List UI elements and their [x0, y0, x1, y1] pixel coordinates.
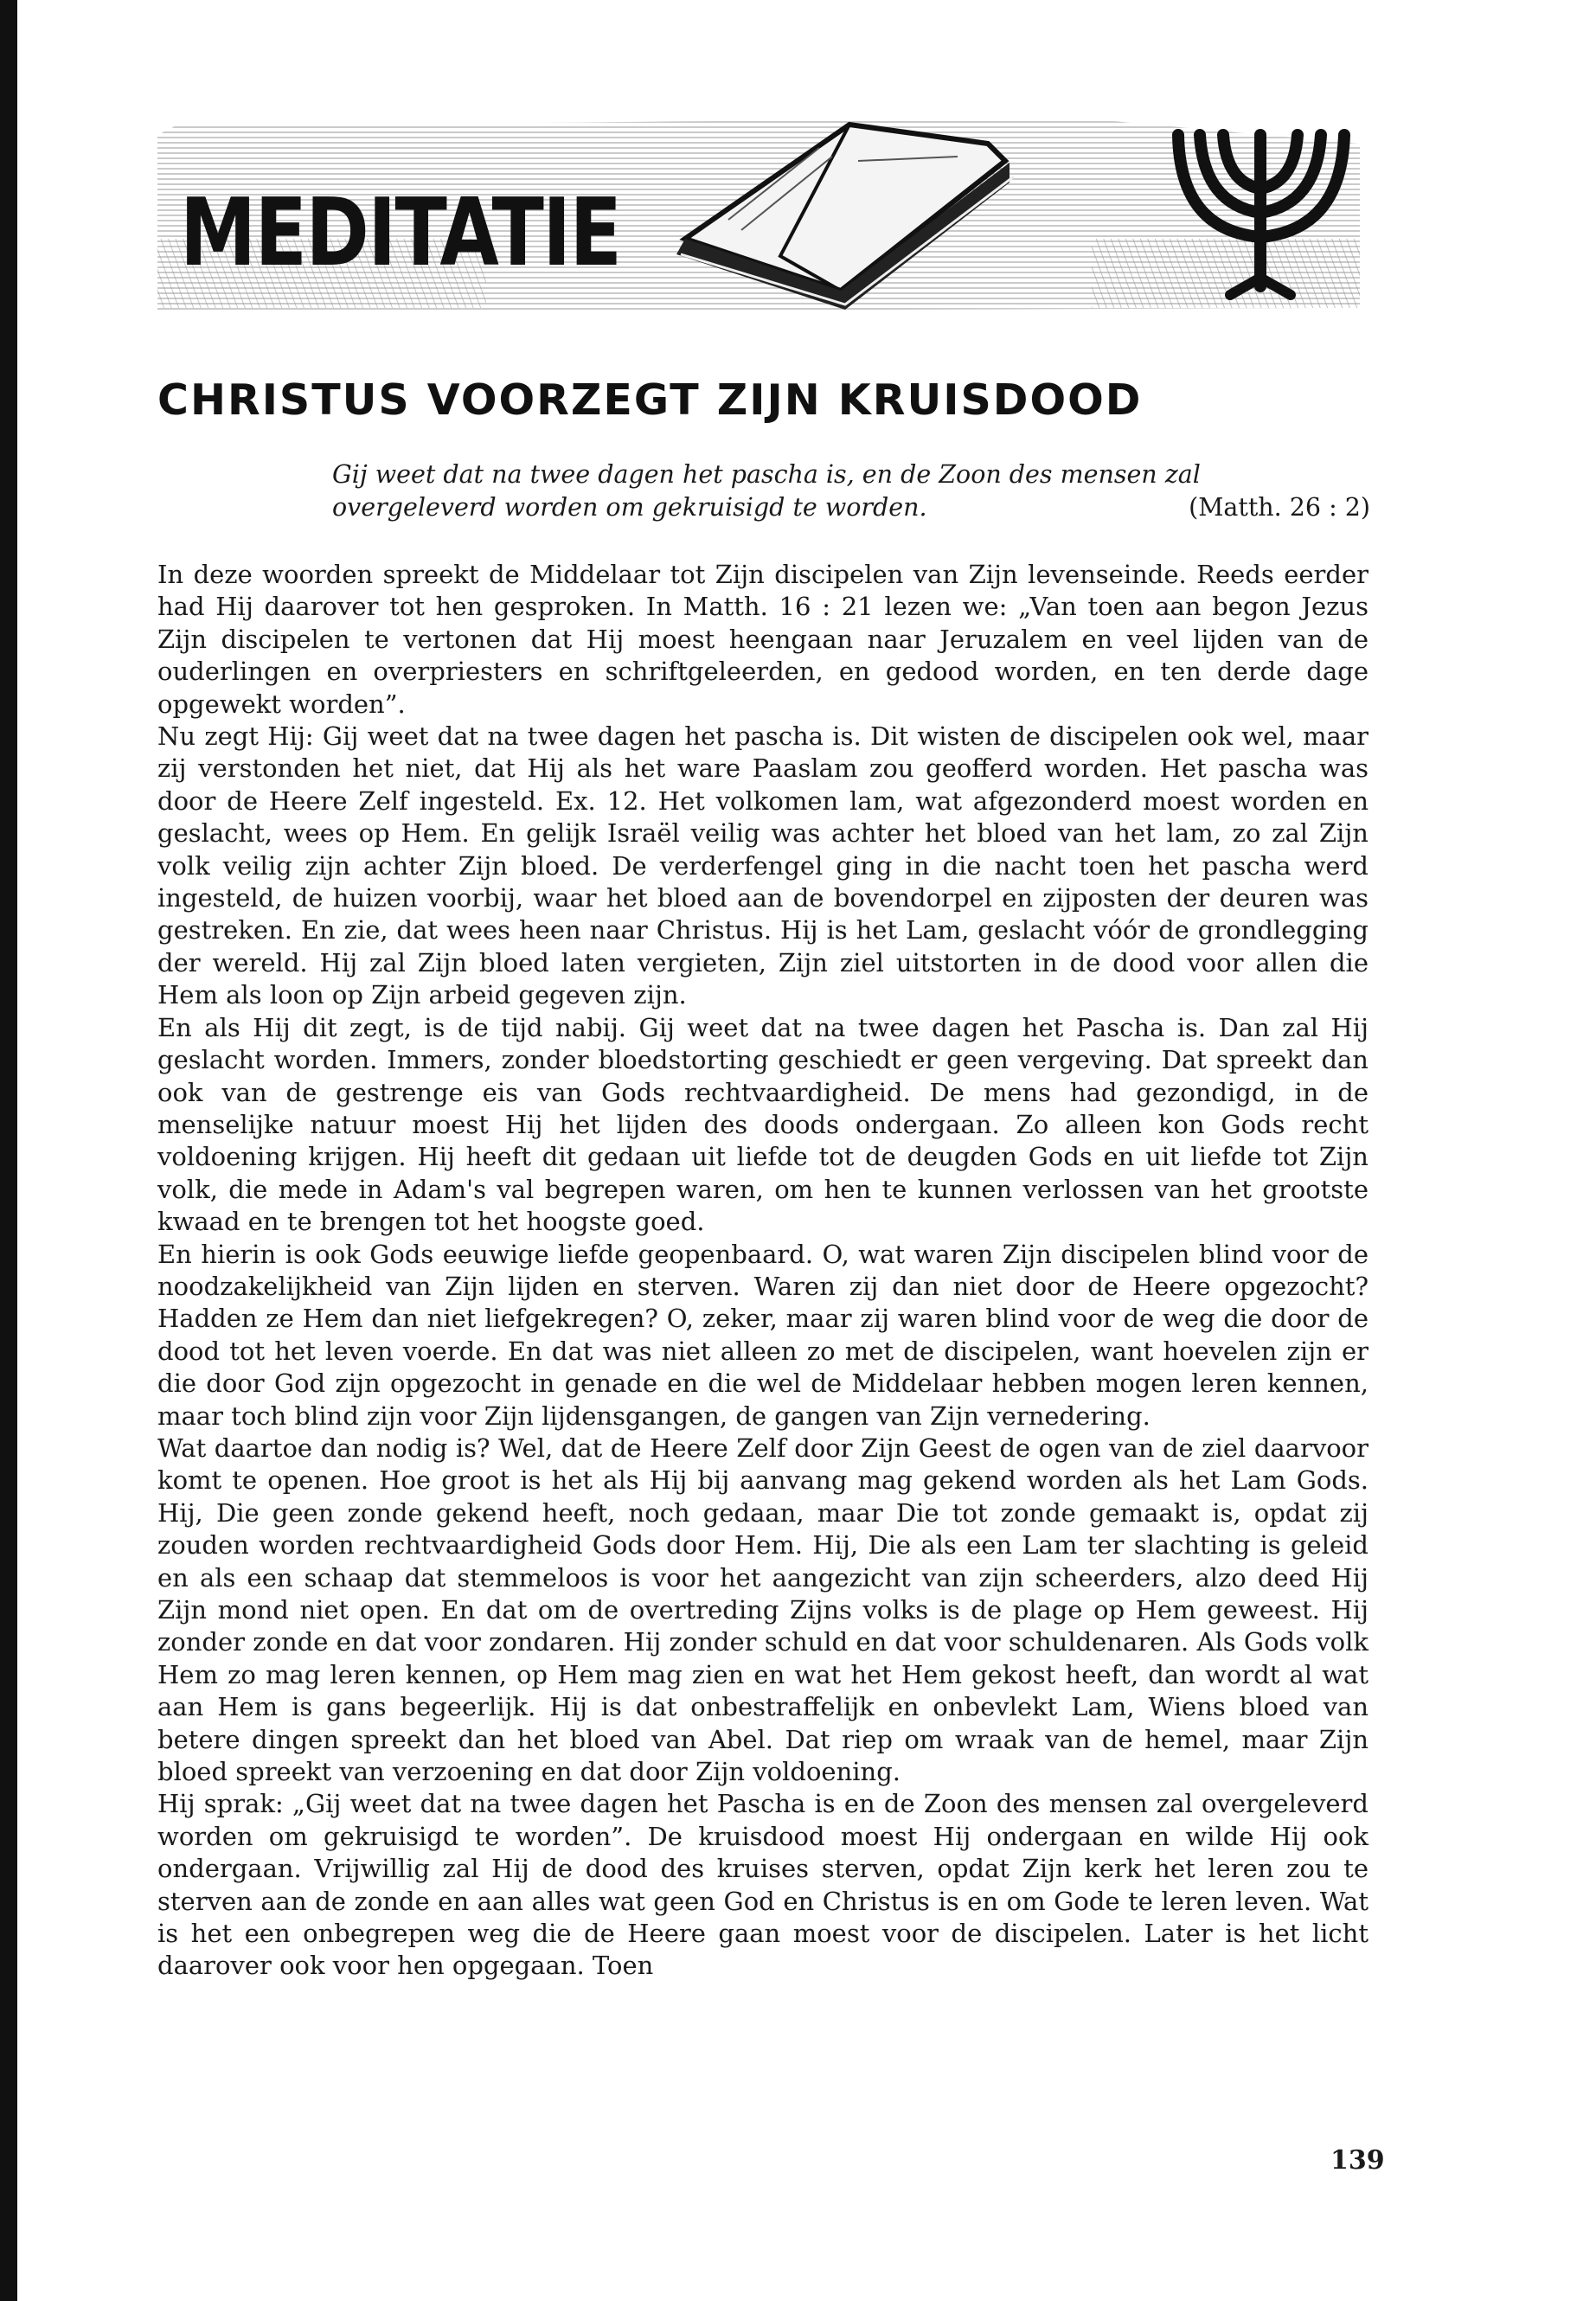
paragraph: En als Hij dit zegt, is de tijd nabij. Gij weet dat na twee dagen het Pascha is. Dan zal Hij geslacht worden. Immers, zonder bloedstorting geschiedt er geen vergeving. Dat spreekt dan ook van de gestrenge eis van Gods rechtvaardigheid. De mens had gezondigd, in de menselijke natuur moest Hij het lijden des doods ondergaan. Zo alleen kon Gods recht voldoening krijgen. Hij heeft dit gedaan uit liefde tot de deugden Gods en uit liefde tot Zijn volk, die mede in Adam's val begrepen waren, om hen te kunnen verlossen van het grootste kwaad en te brengen tot het hoogste goed.	[157, 1012, 1368, 1237]
article-title: CHRISTUS VOORZEGT ZIJN KRUISDOOD	[157, 375, 1143, 425]
banner-title: MEDITATIE	[180, 179, 621, 287]
quote-line-2-text: overgeleverd worden om gekruisigd te worden.	[332, 493, 927, 522]
meditatie-banner	[157, 109, 1360, 317]
quote-reference: (Matth. 26 : 2)	[1189, 493, 1370, 522]
article-body	[157, 559, 1368, 1983]
paragraph: Wat daartoe dan nodig is? Wel, dat de Heere Zelf door Zijn Geest de ogen van de ziel daarvoor komt te openen. Hoe groot is het als Hij bij aanvang mag gekend worden als het Lam Gods. Hij, Die geen zonde gekend heeft, noch gedaan, maar Die tot zonde gemaakt is, opdat zij zouden worden rechtvaardigheid Gods door Hem. Hij, Die als een Lam ter slachting is geleid en als een schaap dat stemmeloos is voor het aangezicht van zijn scheerders, alzo deed Hij Zijn mond niet open. En dat om de overtreding Zijns volks is de plage op Hem geweest. Hij zonder zonde en dat voor zondaren. Hij zonder schuld en dat voor schuldenaren. Als Gods volk Hem zo mag leren kennen, op Hem mag zien en wat het Hem gekost heeft, dan wordt al wat aan Hem is gans begeerlijk. Hij is dat onbestraffelijk en onbevlekt Lam, Wiens bloed van betere dingen spreekt dan het bloed van Abel. Dat riep om wraak van de hemel, maar Zijn bloed spreekt van verzoening en dat door Zijn voldoening.	[157, 1433, 1368, 1787]
paragraph: In deze woorden spreekt de Middelaar tot Zijn discipelen van Zijn levenseinde. Reeds eerder had Hij daarover tot hen gesproken. In Matth. 16 : 21 lezen we: „Van toen aan begon Jezus Zijn discipelen te vertonen dat Hij moest heengaan naar Jeruzalem en veel lijden van de ouderlingen en overpriesters en schriftgeleerden, en gedood worden, en ten derde dage opgewekt worden”.	[157, 560, 1368, 719]
page-number: 139	[1330, 2145, 1385, 2176]
scan-edge-bar	[0, 0, 17, 2301]
quote-line-2	[332, 491, 1370, 524]
paragraph: Nu zegt Hij: Gij weet dat na twee dagen het pascha is. Dit wisten de discipelen ook wel, maar zij verstonden het niet, dat Hij als het ware Paaslam zou geofferd worden. Het pascha was door de Heere Zelf ingesteld. Ex. 12. Het volkomen lam, wat afgezonderd moest worden en geslacht, wees op Hem. En gelijk Israël veilig was achter het bloed van het lam, zo zal Zijn volk veilig zijn achter Zijn bloed. De verderfengel ging in die nacht toen het pascha werd ingesteld, de huizen voorbij, waar het bloed aan de bovendorpel en zijposten der deuren was gestreken. En zie, dat wees heen naar Christus. Hij is het Lam, geslacht vóór de grondlegging der wereld. Hij zal Zijn bloed laten vergieten, Zijn ziel uitstorten in de dood voor allen die Hem als loon op Zijn arbeid gegeven zijn.	[157, 721, 1368, 1010]
quote-line-1: Gij weet dat na twee dagen het pascha is, en de Zoon des mensen zal	[332, 460, 1201, 489]
paragraph: Hij sprak: „Gij weet dat na twee dagen het Pascha is en de Zoon des mensen zal overgeleverd worden om gekruisigd te worden”. De kruisdood moest Hij ondergaan en wilde Hij ook ondergaan. Vrijwillig zal Hij de dood des kruises sterven, opdat Zijn kerk het leren zou te sterven aan de zonde en aan alles wat geen God en Christus is en om Gode te leren leven. Wat is het een onbegrepen weg die de Heere gaan moest voor de discipelen. Later is het licht daarover ook voor hen opgegaan. Toen	[157, 1789, 1368, 1981]
scripture-quote	[332, 458, 1370, 524]
paragraph: En hierin is ook Gods eeuwige liefde geopenbaard. O, wat waren Zijn discipelen blind voor de noodzakelijkheid van Zijn lijden en sterven. Waren zij dan niet door de Heere opgezocht? Hadden ze Hem dan niet liefgekregen? O, zeker, maar zij waren blind voor de weg die door de dood tot het leven voerde. En dat was niet alleen zo met de discipelen, want hoevelen zijn er die door God zijn opgezocht in genade en die wel de Middelaar hebben mogen leren kennen, maar toch blind zijn voor Zijn lijdensgangen, de gangen van Zijn vernedering.	[157, 1239, 1368, 1431]
